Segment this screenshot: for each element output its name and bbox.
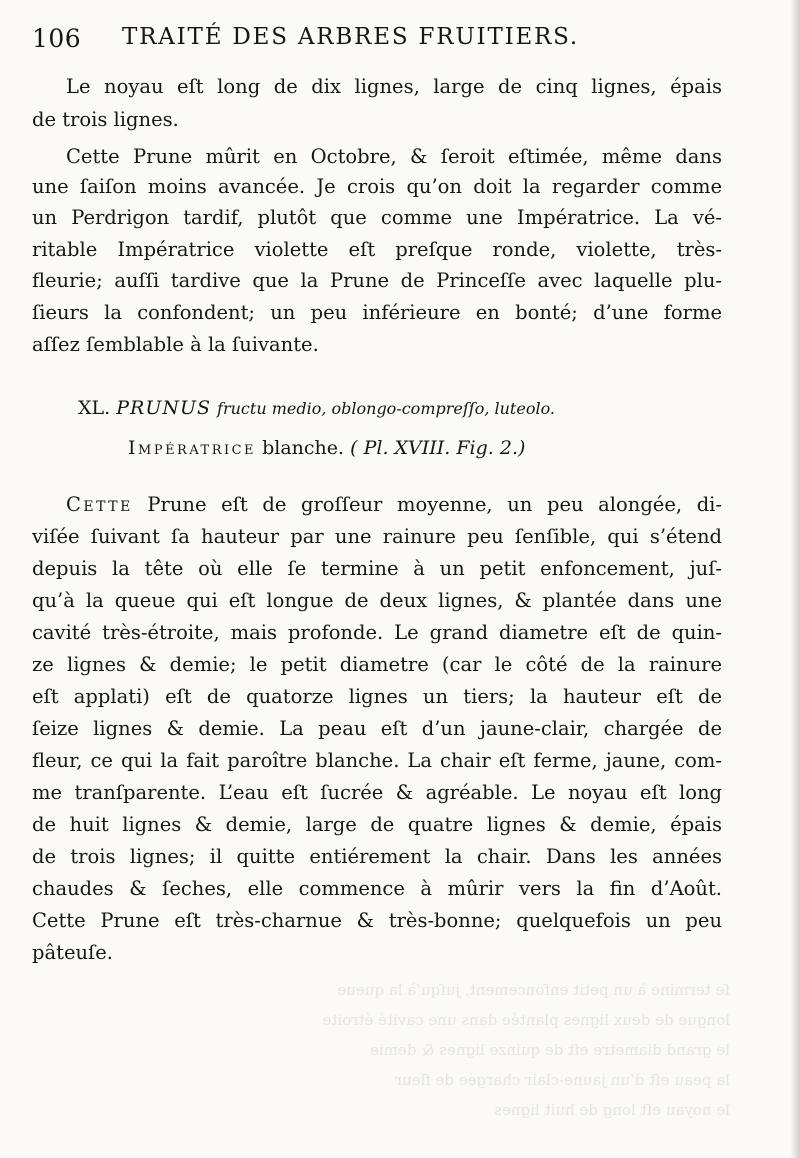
text-line: Le noyau eſt long de dix lignes, large de cinq lignes, épais: [66, 75, 722, 98]
text-line: fleur, ce qui la fait paroître blanche. La chair eſt ferme, jaune, com-: [32, 749, 722, 772]
running-head: [32, 14, 752, 60]
text-line-first: [32, 490, 722, 520]
text-line: fleurie; auſſi tardive que la Prune de Princeſſe avec laquelle plu-: [32, 269, 722, 292]
plate-reference: ( Pl. XVIII. Fig. 2.): [350, 437, 526, 459]
common-name: Impératrice: [128, 437, 257, 459]
text-line: viſée ſuivant ſa hauteur par une rainure peu ſenſible, qui s’étend: [32, 525, 722, 548]
text-line: eſt applati) eſt de quatorze lignes un tiers; la hauteur eſt de: [32, 685, 722, 708]
text-line: ritable Impératrice violette eſt preſque ronde, violette, très-: [32, 238, 722, 261]
text-line: ze lignes & demie; le petit diametre (car le côté de la rainure: [32, 653, 722, 676]
text-line: Cette Prune eſt très-charnue & très-bonne; quelquefois un peu: [32, 909, 722, 932]
text-line: aſſez ſemblable à la ſuivante.: [32, 333, 319, 356]
page-edge-shadow: [790, 0, 800, 1158]
text-line: un Perdrigon tardif, plutôt que comme une Impératrice. La vé-: [32, 206, 722, 229]
entry-heading-latin: [78, 393, 555, 424]
text-line: me tranſparente. L’eau eſt ſucrée & agréable. Le noyau eſt long: [32, 781, 722, 804]
common-name-rest: blanche.: [262, 437, 345, 459]
text-line: Cette Prune mûrit en Octobre, & ſeroit eſtimée, même dans: [66, 145, 722, 168]
text-line: pâteuſe.: [32, 941, 113, 964]
text-line: depuis la tête où elle ſe termine à un petit enfoncement, juſ-: [32, 557, 722, 580]
show-through-text: ſe termine à un petit enfoncement, juſqu’à la queue longue de deux lignes plantée dans une cavité étroite le grand diametre eſt de quinze lignes & demie la peau eſt d’un jaune-clair chargée de fleur le noyau eſt long de huit lignes: [322, 981, 730, 1119]
latin-name: PRUNUS: [116, 397, 211, 419]
text-line-rest: Prune eſt de groſſeur moyenne, un peu alongée, di-: [147, 493, 723, 516]
running-title: TRAITÉ DES ARBRES FRUITIERS.: [122, 24, 580, 50]
text-line: cavité très-étroite, mais profonde. Le grand diametre eſt de quin-: [32, 621, 722, 644]
entry-heading-common: [128, 433, 525, 463]
text-line: ſeize lignes & demie. La peau eſt d’un jaune-clair, chargée de: [32, 717, 722, 740]
entry-number: XL.: [78, 397, 111, 419]
text-line: de huit lignes & demie, large de quatre lignes & demie, épais: [32, 813, 722, 836]
page-number: 106: [32, 24, 82, 53]
text-line: ſieurs la confondent; un peu inférieure en bonté; d’une forme: [32, 301, 722, 324]
first-word: Cette: [66, 493, 133, 516]
latin-description: fructu medio, oblongo-compreſſo, luteolo.: [217, 399, 555, 418]
text-line: qu’à la queue qui eſt longue de deux lignes, & plantée dans une: [32, 589, 722, 612]
text-line: de trois lignes; il quitte entiérement la chair. Dans les années: [32, 845, 722, 868]
text-line: chaudes & ſeches, elle commence à mûrir vers la fin d’Août.: [32, 877, 722, 900]
text-line: une ſaiſon moins avancée. Je crois qu’on doit la regarder comme: [32, 175, 722, 198]
text-line: de trois lignes.: [32, 108, 179, 131]
